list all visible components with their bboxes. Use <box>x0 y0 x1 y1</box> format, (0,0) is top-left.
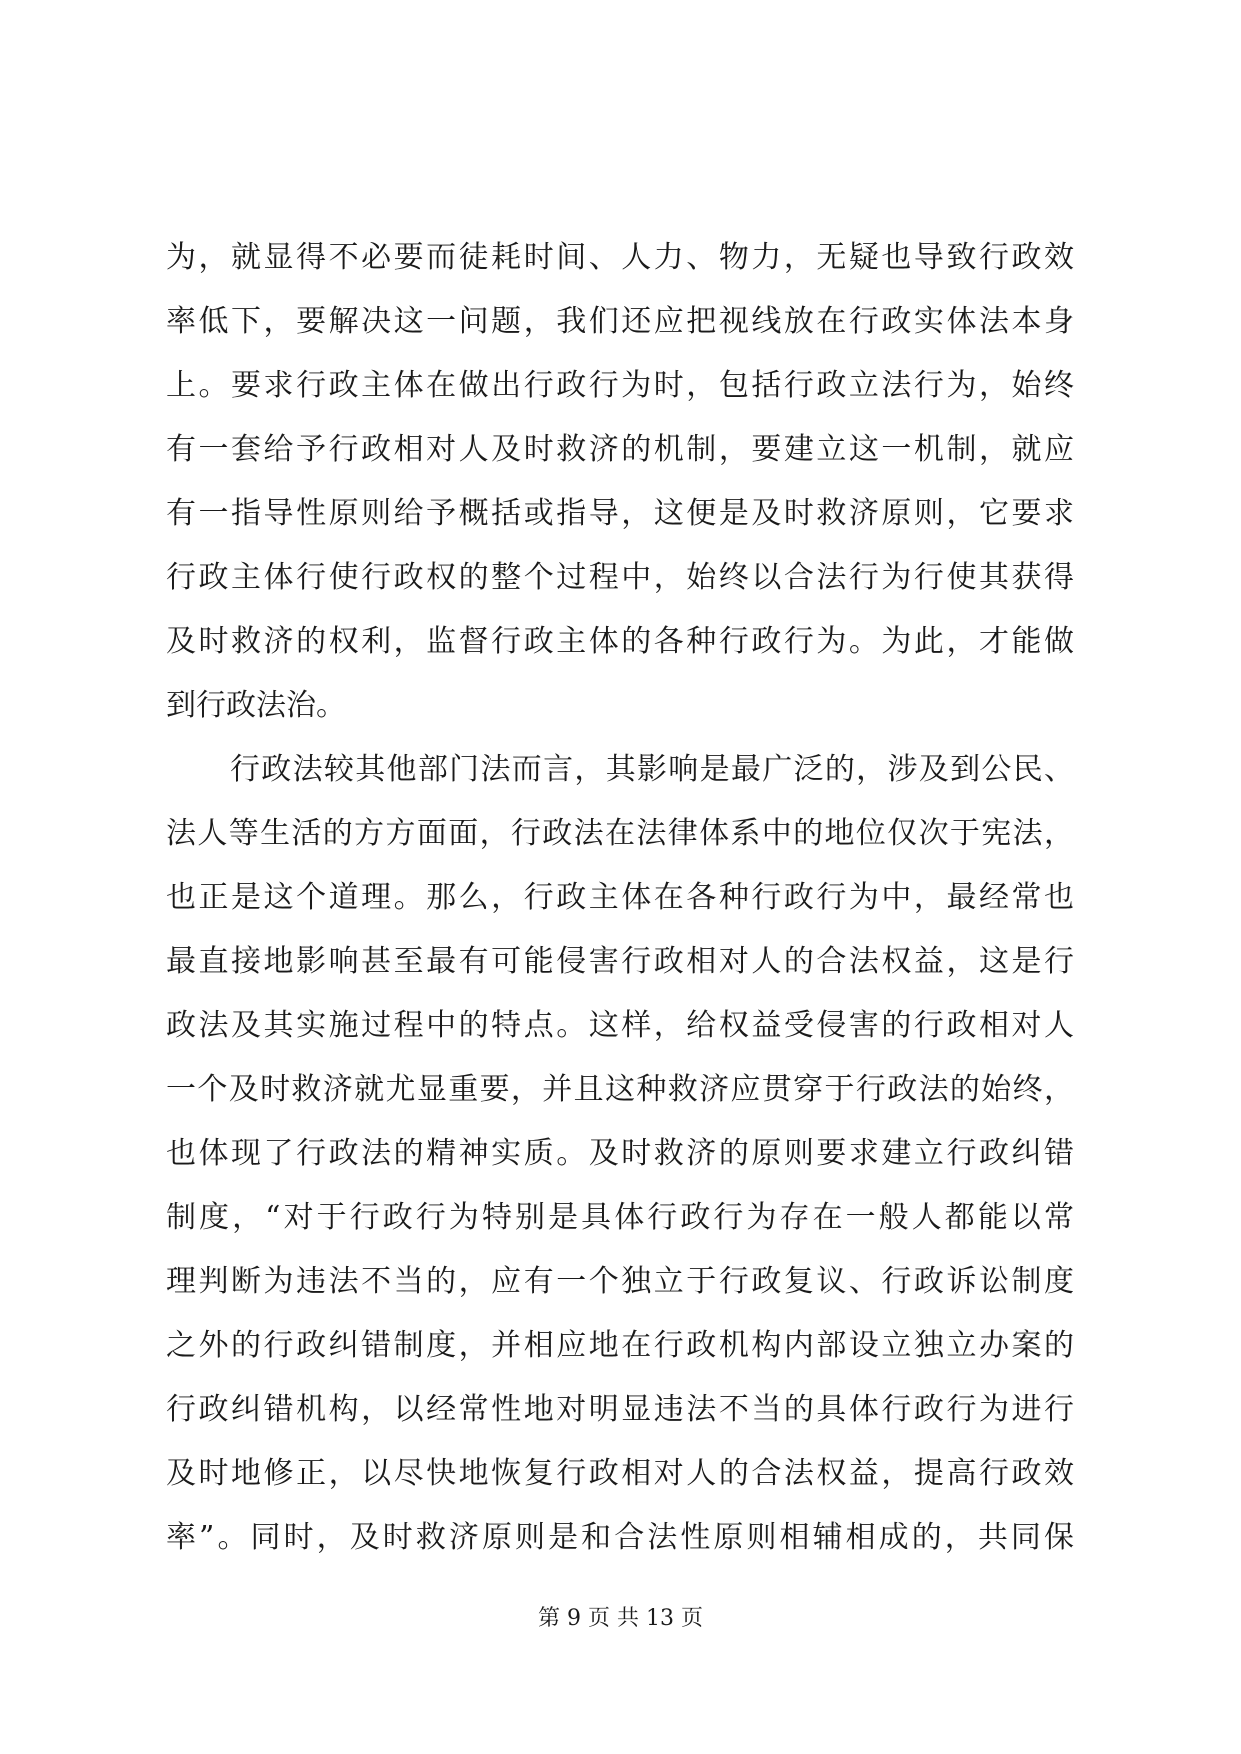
text-line: 有一套给予行政相对人及时救济的机制，要建立这一机制，就应 <box>166 432 1074 467</box>
text-line: 行政法较其他部门法而言，其影响是最广泛的，涉及到公民、 <box>230 752 1074 787</box>
text-line: 有一指导性原则给予概括或指导，这便是及时救济原则，它要求 <box>166 496 1074 531</box>
text-line: 到行政法治。 <box>166 688 346 723</box>
text-line: 也正是这个道理。那么，行政主体在各种行政行为中，最经常也 <box>166 880 1074 915</box>
text-line: 率低下，要解决这一问题，我们还应把视线放在行政实体法本身 <box>166 304 1074 339</box>
text-line: 行政纠错机构，以经常性地对明显违法不当的具体行政行为进行 <box>166 1392 1074 1427</box>
text-line: 最直接地影响甚至最有可能侵害行政相对人的合法权益，这是行 <box>166 944 1074 979</box>
text-line: 率”。同时，及时救济原则是和合法性原则相辅相成的，共同保 <box>166 1520 1074 1555</box>
text-line: 一个及时救济就尤显重要，并且这种救济应贯穿于行政法的始终， <box>166 1072 1074 1107</box>
text-line: 及时地修正，以尽快地恢复行政相对人的合法权益，提高行政效 <box>166 1456 1074 1491</box>
text-line: 政法及其实施过程中的特点。这样，给权益受侵害的行政相对人 <box>166 1008 1074 1043</box>
text-line: 上。要求行政主体在做出行政行为时，包括行政立法行为，始终 <box>166 368 1074 403</box>
text-line: 行政主体行使行政权的整个过程中，始终以合法行为行使其获得 <box>166 560 1074 595</box>
text-line: 理判断为违法不当的，应有一个独立于行政复议、行政诉讼制度 <box>166 1264 1074 1299</box>
text-line: 也体现了行政法的精神实质。及时救济的原则要求建立行政纠错 <box>166 1136 1074 1171</box>
text-line: 之外的行政纠错制度，并相应地在行政机构内部设立独立办案的 <box>166 1328 1074 1363</box>
page-number-footer: 第 9 页 共 13 页 <box>538 1606 703 1631</box>
text-line: 制度，“对于行政行为特别是具体行政行为存在一般人都能以常 <box>166 1200 1074 1235</box>
paragraph-2 <box>166 738 1074 1570</box>
body-text <box>166 226 1074 1570</box>
paragraph-1 <box>166 226 1074 738</box>
text-line: 法人等生活的方方面面，行政法在法律体系中的地位仅次于宪法， <box>166 816 1074 851</box>
text-line: 为，就显得不必要而徒耗时间、人力、物力，无疑也导致行政效 <box>166 240 1074 275</box>
text-line: 及时救济的权利，监督行政主体的各种行政行为。为此，才能做 <box>166 624 1074 659</box>
